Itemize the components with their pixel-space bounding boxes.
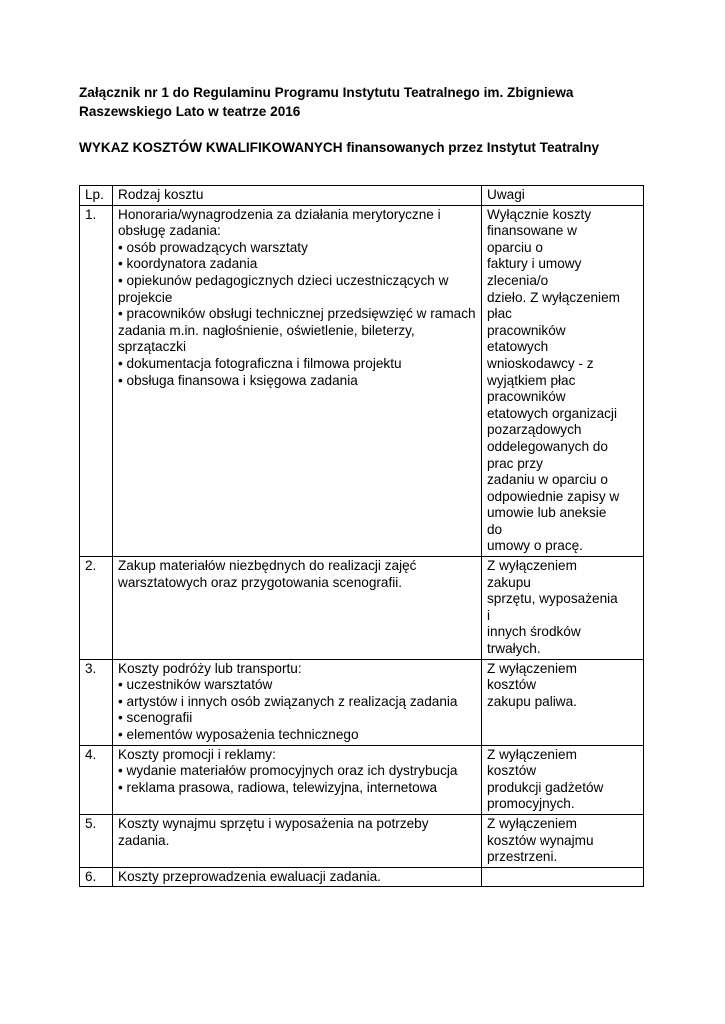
cost-kind-line: • scenografii	[118, 710, 193, 726]
cost-kind-line: • wydanie materiałów promocyjnych oraz ich dystrybucja	[118, 763, 458, 779]
notes-cell	[482, 205, 644, 556]
notes-line: zadaniu w oparciu o	[487, 472, 608, 488]
cost-kind-cell	[113, 814, 482, 867]
notes-line: kosztów wynajmu	[487, 832, 594, 848]
cost-kind-line: • pracowników obsługi technicznej przedsięwzięć w ramach zadania m.in. nagłośnienie, oświetlenie, bileterzy, sprzątaczki	[118, 306, 476, 355]
notes-line: pracowników	[487, 389, 566, 405]
notes-cell	[482, 814, 644, 867]
notes-line: wyjątkiem płac	[487, 372, 576, 388]
table-row	[80, 205, 644, 556]
notes-line: Z wyłączeniem	[487, 815, 577, 831]
cost-kind-line: • reklama prasowa, radiowa, telewizyjna, internetowa	[118, 779, 438, 795]
notes-line: dzieło. Z wyłączeniem	[487, 289, 620, 305]
cost-kind-cell	[113, 745, 482, 814]
cost-kind-line: • artystów i innych osób związanych z realizacją zadania	[118, 693, 458, 709]
cost-kind-line: • dokumentacja fotograficzna i filmowa projektu	[118, 355, 402, 371]
notes-line: umowie lub aneksie	[487, 505, 607, 521]
notes-line: odpowiednie zapisy w	[487, 488, 620, 504]
notes-line: oddelegowanych do	[487, 438, 608, 454]
cost-kind-line: Zakup materiałów niezbędnych do realizacji zajęć warsztatowych oraz przygotowania scenografii.	[118, 558, 417, 590]
row-number: 5.	[80, 814, 113, 867]
notes-line: Wyłącznie koszty	[487, 206, 592, 222]
notes-cell	[482, 745, 644, 814]
table-row	[80, 867, 644, 887]
column-header-lp: Lp.	[80, 186, 113, 206]
notes-line: zakupu	[487, 574, 531, 590]
cost-kind-cell	[113, 867, 482, 887]
notes-line: wnioskodawcy - z	[487, 355, 594, 371]
notes-line: promocyjnych.	[487, 796, 575, 812]
table-row	[80, 659, 644, 745]
notes-line: trwałych.	[487, 641, 541, 657]
cost-kind-line: • koordynatora zadania	[118, 256, 258, 272]
notes-line: do	[487, 521, 503, 537]
cost-kind-cell	[113, 205, 482, 556]
notes-line: innych środków	[487, 624, 581, 640]
table-row	[80, 814, 644, 867]
notes-line: prac przy	[487, 455, 543, 471]
notes-line: zakupu paliwa.	[487, 693, 577, 709]
row-number: 2.	[80, 557, 113, 660]
notes-line: i	[487, 607, 491, 623]
cost-kind-line: Koszty wynajmu sprzętu i wyposażenia na potrzeby zadania.	[118, 815, 429, 848]
notes-line: Z wyłączeniem	[487, 558, 577, 574]
table-row	[80, 745, 644, 814]
cost-kind-line: Koszty promocji i reklamy:	[118, 746, 276, 762]
notes-line: produkcji gadżetów	[487, 779, 604, 795]
cost-kind-line: Koszty przeprowadzenia ewaluacji zadania.	[118, 868, 381, 884]
notes-line: Z wyłączeniem	[487, 746, 577, 762]
cost-kind-line: • obsługa finansowa i księgowa zadania	[118, 372, 358, 388]
notes-cell	[482, 557, 644, 660]
column-header-notes: Uwagi	[482, 186, 644, 206]
notes-line: etatowych organizacji	[487, 405, 617, 421]
table-body	[80, 205, 644, 887]
notes-line: sprzętu, wyposażenia	[487, 591, 618, 607]
cost-kind-line: • osób prowadzących warsztaty	[118, 239, 308, 255]
notes-line: pracowników	[487, 322, 566, 338]
notes-line: płac	[487, 306, 512, 322]
notes-cell	[482, 659, 644, 745]
notes-line: etatowych	[487, 339, 549, 355]
cost-kind-line: Honoraria/wynagrodzenia za działania merytoryczne i obsługę zadania:	[118, 206, 441, 239]
notes-line: kosztów	[487, 763, 537, 779]
cost-kind-line: • elementów wyposażenia technicznego	[118, 727, 359, 742]
notes-line: finansowane w	[487, 223, 577, 239]
row-number: 6.	[80, 867, 113, 887]
notes-line: pozarządowych	[487, 422, 582, 438]
row-number: 3.	[80, 659, 113, 745]
notes-cell	[482, 867, 644, 887]
cost-kind-line: • opiekunów pedagogicznych dzieci uczestniczących w projekcie	[118, 272, 449, 305]
notes-line: kosztów	[487, 677, 537, 693]
table-header-row	[80, 186, 644, 206]
row-number: 4.	[80, 745, 113, 814]
attachment-title: Załącznik nr 1 do Regulaminu Programu Instytutu Teatralnego im. Zbigniewa Raszewskiego Lato w teatrze 2016	[79, 85, 574, 119]
document-header	[79, 80, 639, 157]
cost-kind-cell	[113, 659, 482, 745]
notes-line: faktury i umowy	[487, 256, 582, 272]
costs-table	[79, 185, 644, 887]
list-title: WYKAZ KOSZTÓW KWALIFIKOWANYCH finansowanych przez Instytut Teatralny	[79, 140, 600, 155]
column-header-kind: Rodzaj kosztu	[113, 186, 482, 206]
notes-line: przestrzeni.	[487, 849, 558, 865]
row-number: 1.	[80, 205, 113, 556]
table-row	[80, 557, 644, 660]
notes-line: zlecenia/o	[487, 272, 549, 288]
notes-line: umowy o pracę.	[487, 538, 583, 554]
cost-kind-cell	[113, 557, 482, 660]
cost-kind-line: • uczestników warsztatów	[118, 677, 273, 693]
notes-line: oparciu o	[487, 239, 543, 255]
cost-kind-line: Koszty podróży lub transportu:	[118, 660, 302, 676]
notes-line: Z wyłączeniem	[487, 660, 577, 676]
